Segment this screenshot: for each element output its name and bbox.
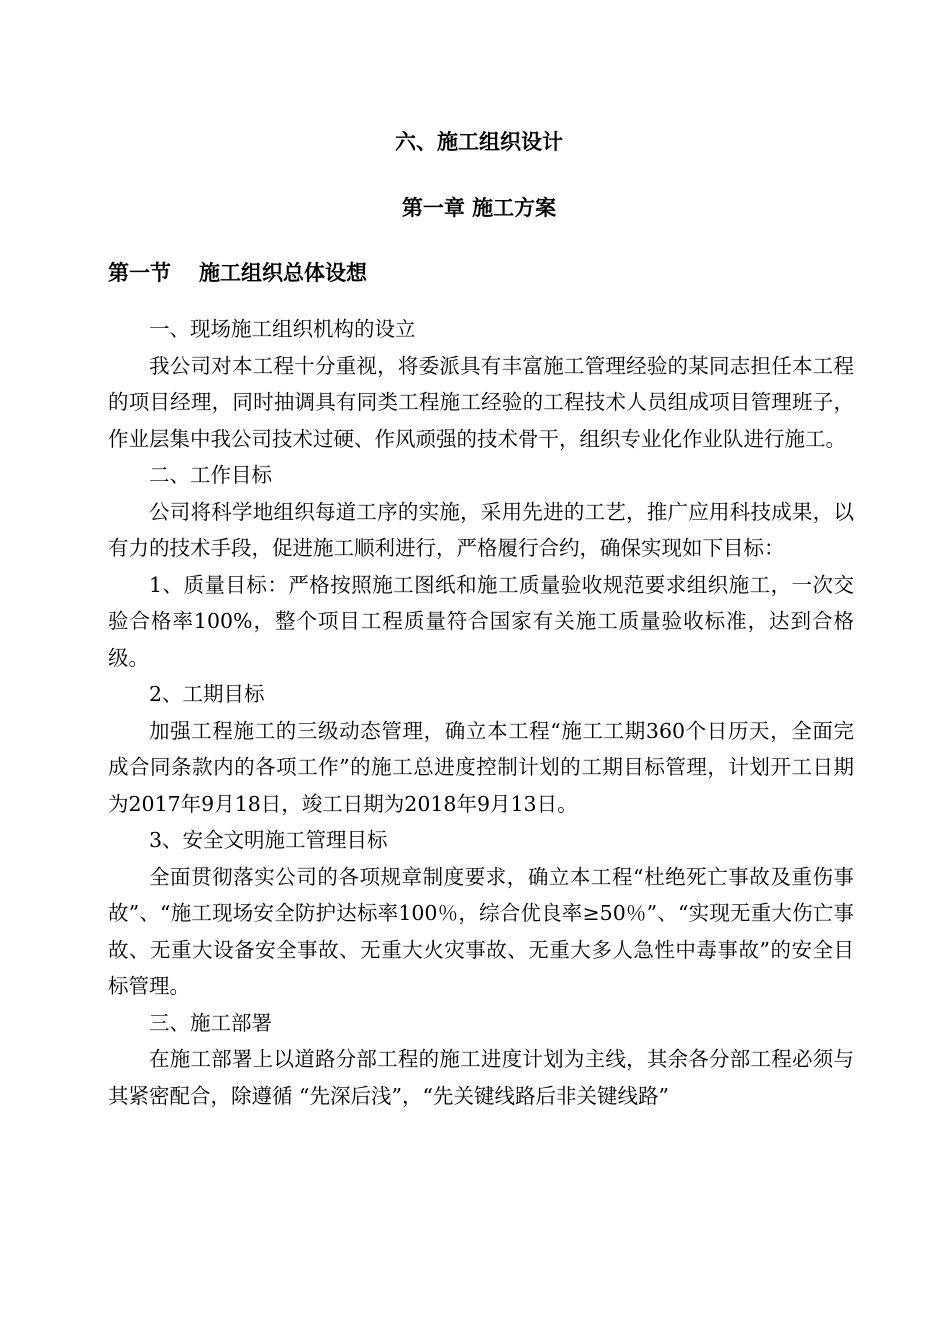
subheading-goals: 二、工作目标 [149, 463, 272, 487]
section-number: 第一节 [108, 260, 171, 285]
paragraph-deployment: 在施工部署上以道路分部工程的施工进度计划为主线，其余各分部工程必须与其紧密配合，除遵循 “先深后浅”，“先关键线路后非关键线路” [108, 1047, 854, 1108]
paragraph-safety-goal: 全面贯彻落实公司的各项规章制度要求，确立本工程“杜绝死亡事故及重伤事故”、“施工现场安全防护达标率100％，综合优良率≥50％”、“实现无重大伤亡事故、无重大设备安全事故、无重大火灾事故、无重大多人急性中毒事故”的安全目标管理。 [108, 864, 854, 998]
paragraph-schedule-goal: 加强工程施工的三级动态管理，确立本工程“施工工期360个日历天，全面完成合同条款内的各项工作”的施工总进度控制计划的工期目标管理，计划开工日期为2017年9月18日，竣工日期为2018年9月13日。 [108, 718, 854, 816]
subheading-deployment: 三、施工部署 [149, 1010, 272, 1035]
paragraph-organization: 我公司对本工程十分重视，将委派具有丰富施工管理经验的某同志担任本工程的项目经理，同时抽调具有同类工程施工经验的工程技术人员组成项目管理班子，作业层集中我公司技术过硬、作风顽强的技术骨干，组织专业化作业队进行施工。 [108, 353, 854, 451]
section-title: 施工组织总体设想 [199, 260, 367, 285]
paragraph-quality-goal: 1、质量目标：严格按照施工图纸和施工质量验收规范要求组织施工，一次交验合格率100%，整个项目工程质量符合国家有关施工质量验收标准，达到合格级。 [108, 572, 854, 670]
chapter-title: 第一章 施工方案 [401, 195, 557, 220]
document-title: 六、施工组织设计 [395, 129, 563, 154]
subheading-organization: 一、现场施工组织机构的设立 [149, 317, 416, 341]
paragraph-goals: 公司将科学地组织每道工序的实施，采用先进的工艺，推广应用科技成果，以有力的技术手段，促进施工顺利进行，严格履行合约，确保实现如下目标： [108, 499, 854, 560]
document-body [108, 311, 854, 1114]
subheading-schedule-goal: 2、工期目标 [149, 682, 265, 706]
subheading-safety-goal: 3、安全文明施工管理目标 [149, 828, 388, 852]
section-heading [108, 258, 367, 288]
